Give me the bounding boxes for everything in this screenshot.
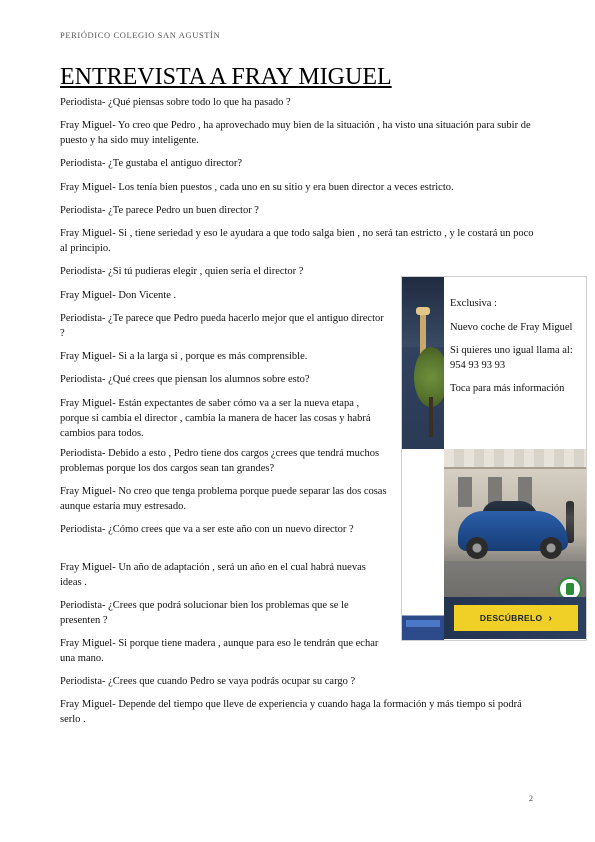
interview-paragraph: Fray Miguel- Si a la larga si , porque es más comprensible. bbox=[60, 351, 308, 362]
ad-phone-text: Si quieres uno igual llama al: 954 93 93 93 bbox=[450, 345, 573, 371]
interview-paragraph: Fray Miguel- Si , tiene seriedad y eso le ayudara a que todo salga bien , no será tan estricto , y le costará un poco al principio. bbox=[60, 228, 534, 254]
chevron-right-icon: › bbox=[548, 612, 553, 624]
interview-paragraph: Periodista- ¿Crees que cuando Pedro se vaya podrás ocupar su cargo ? bbox=[60, 676, 356, 687]
interview-paragraph: Fray Miguel- Depende del tiempo que lleve de experiencia y cuando haga la formación y más tiempo si podrá serlo . bbox=[60, 699, 522, 725]
street-lamp-image bbox=[402, 277, 444, 449]
interview-paragraph: Periodista- ¿Te parece Pedro un buen director ? bbox=[60, 205, 259, 216]
interview-paragraph: Fray Miguel- Si porque tiene madera , aunque para eso le tendrán que echar una mano. bbox=[60, 638, 379, 664]
ad-text-block bbox=[450, 297, 580, 406]
interview-paragraph: Fray Miguel- Están expectantes de saber cómo va a ser la nueva etapa , porque si cambia el director , cambia la manera de hacer las cosas y habrá cambios para todos. bbox=[60, 398, 371, 439]
interview-paragraph: Periodista- ¿Si tú pudieras elegir , quien sería el director ? bbox=[60, 266, 304, 277]
interview-paragraph: Periodista- ¿Te gustaba el antiguo director? bbox=[60, 158, 243, 169]
interview-paragraph: Fray Miguel- Un año de adaptación , será un año en el cual habrá nuevas ideas . bbox=[60, 562, 366, 588]
car-advertisement[interactable] bbox=[401, 276, 587, 641]
discover-button-label: DESCÚBRELO bbox=[479, 613, 543, 623]
interview-paragraph: Fray Miguel- No creo que tenga problema porque puede separar las dos cosas aunque estaría muy estresado. bbox=[60, 486, 387, 512]
ad-exclusive-label: Exclusiva : bbox=[450, 298, 497, 309]
article-title: ENTREVISTA A FRAY MIGUEL bbox=[60, 64, 392, 90]
discover-button[interactable] bbox=[454, 605, 578, 631]
ad-corner-graphic bbox=[402, 599, 444, 640]
interview-paragraph: Periodista- ¿Crees que podrá solucionar bien los problemas que se le presenten ? bbox=[60, 600, 349, 626]
interview-paragraph: Periodista- ¿Cómo crees que va a ser este año con un nuevo director ? bbox=[60, 524, 354, 535]
interview-paragraph: Periodista- Debido a esto , Pedro tiene dos cargos ¿crees que tendrá muchos problemas porque los dos cargos sean tan grandes? bbox=[60, 448, 380, 474]
interview-paragraph: Periodista- ¿Qué crees que piensan los alumnos sobre esto? bbox=[60, 374, 310, 385]
interview-paragraph: Periodista- ¿Te parece que Pedro pueda hacerlo mejor que el antiguo director ? bbox=[60, 313, 384, 339]
car-photo bbox=[444, 449, 586, 639]
interview-paragraph: Fray Miguel- Los tenía bien puestos , cada uno en su sitio y era buen director a veces estricto. bbox=[60, 182, 454, 193]
interview-paragraph: Fray Miguel- Yo creo que Pedro , ha aprovechado muy bien de la situación , ha visto una situación para subir de puesto y ha sido muy inteligente. bbox=[60, 120, 531, 146]
ad-more-info-link[interactable]: Toca para más información bbox=[450, 383, 565, 394]
ad-car-description: Nuevo coche de Fray Miguel bbox=[450, 321, 573, 333]
page-number: 2 bbox=[529, 794, 533, 803]
interview-paragraph: Fray Miguel- Don Vicente . bbox=[60, 290, 177, 301]
newspaper-header: PERIÓDICO COLEGIO SAN AGUSTÍN bbox=[60, 30, 221, 40]
interview-paragraph: Periodista- ¿Qué piensas sobre todo lo que ha pasado ? bbox=[60, 97, 291, 108]
